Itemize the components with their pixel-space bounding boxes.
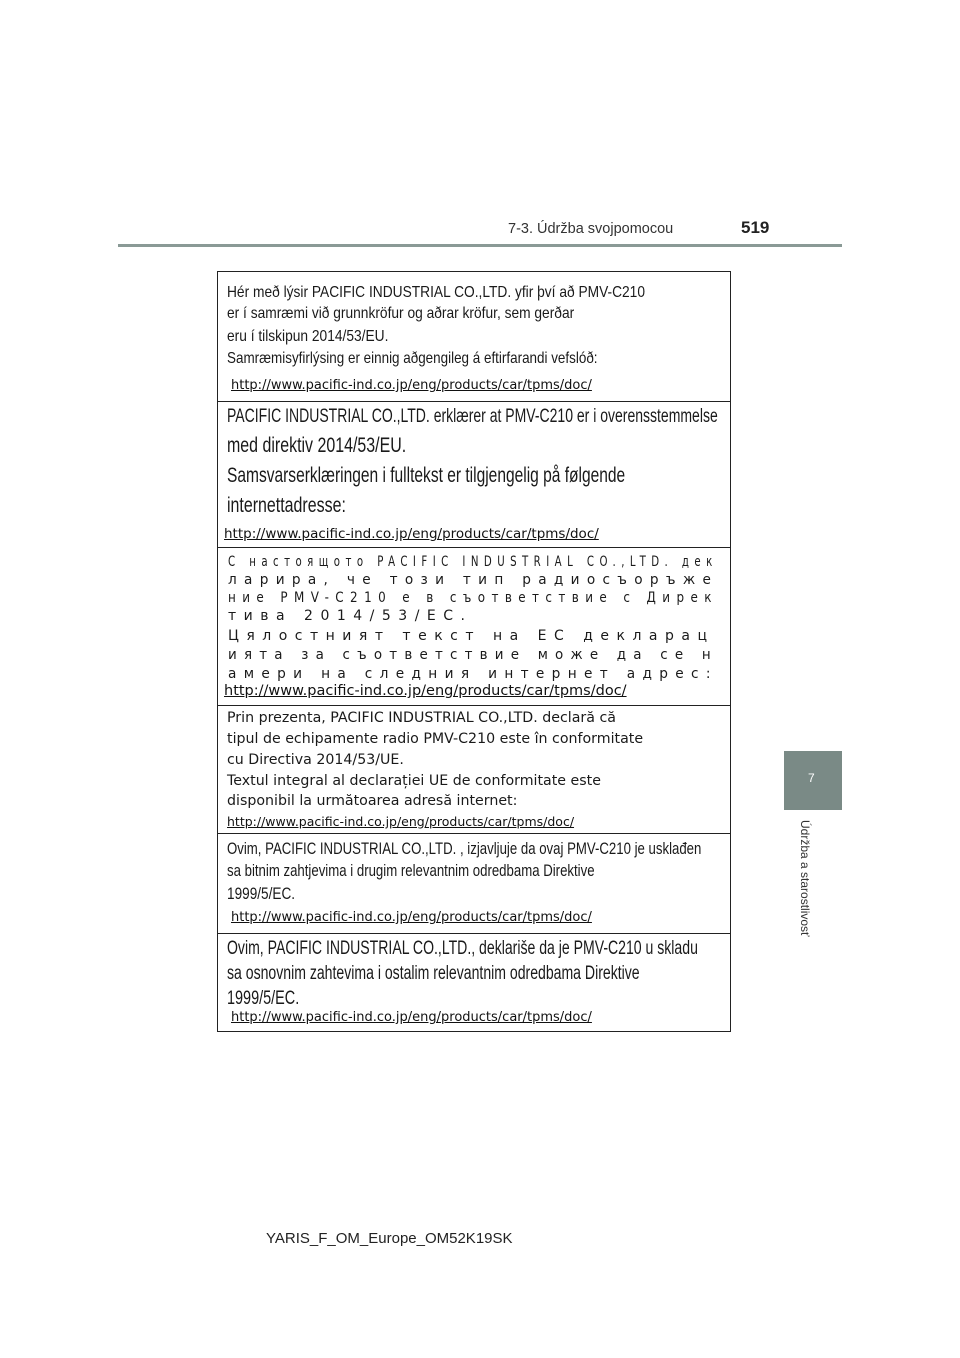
decl-line: ние PMV-C210 е в съответствие с Дирек (228, 590, 718, 606)
declaration-link[interactable]: http://www.pacific-ind.co.jp/eng/products/car/tpms/doc/ (231, 1010, 592, 1025)
decl-line: Ovim, PACIFIC INDUSTRIAL CO.,LTD. , izjavljuje da ovaj PMV-C210 je usklađen (227, 840, 702, 858)
declaration-link[interactable]: http://www.pacific-ind.co.jp/eng/products/car/tpms/doc/ (227, 814, 575, 829)
declarations-table (217, 271, 731, 1032)
decl-line: 1999/5/EC. (227, 884, 296, 903)
chapter-title-text: Údržba a starostlivosť (798, 820, 812, 937)
decl-line: Hér með lýsir PACIFIC INDUSTRIAL CO.,LTD. yfir því að PMV-C210 (227, 284, 645, 301)
decl-line: Textul integral al declarației UE de conformitate este (227, 773, 601, 789)
decl-line: Prin prezenta, PACIFIC INDUSTRIAL CO.,LTD. declară că (227, 710, 616, 726)
declaration-link[interactable]: http://www.pacific-ind.co.jp/eng/products/car/tpms/doc/ (224, 526, 599, 542)
decl-line: med direktiv 2014/53/EU. (227, 434, 407, 457)
chapter-number: 7 (808, 771, 815, 785)
declaration-romanian (218, 706, 730, 834)
page-number: 519 (741, 218, 770, 237)
declaration-link[interactable]: http://www.pacific-ind.co.jp/eng/products/car/tpms/doc/ (231, 378, 592, 393)
decl-line: амери на следния интернет адрес: (228, 666, 718, 682)
section-title: 7-3. Údržba svojpomocou (508, 221, 674, 237)
decl-line: ията за съответствие може да се н (228, 647, 718, 663)
declaration-icelandic (218, 272, 730, 402)
decl-line: ларира, че този тип радиосъоръже (228, 572, 719, 588)
declaration-link[interactable]: http://www.pacific-ind.co.jp/eng/products/car/tpms/doc/ (231, 910, 592, 925)
decl-line: er í samræmi við grunnkröfur og aðrar kröfur, sem gerðar (227, 305, 575, 322)
declaration-serbian (218, 934, 730, 1031)
decl-line: internettadresse: (227, 494, 346, 517)
declaration-link[interactable]: http://www.pacific-ind.co.jp/eng/products/car/tpms/doc/ (224, 683, 627, 699)
decl-line: disponibil la următoarea adresă internet: (227, 793, 518, 809)
decl-line: Цялостният текст на ЕС декларац (228, 628, 715, 644)
declaration-bulgarian (218, 548, 730, 706)
decl-line: tipul de echipamente radio PMV-C210 este în conformitate (227, 731, 644, 747)
decl-line: sa bitnim zahtjevima i drugim relevantnim odredbama Direktive (227, 862, 595, 880)
declaration-norwegian (218, 402, 730, 548)
decl-line: тива 2014/53/ЕС. (228, 608, 473, 624)
decl-line: С настоящото PACIFIC INDUSTRIAL CO.,LTD. дек (228, 554, 718, 570)
decl-line: Samsvarserklæringen i fulltekst er tilgjengelig på følgende (227, 464, 626, 487)
decl-line: PACIFIC INDUSTRIAL CO.,LTD. erklærer at PMV-C210 er i overensstemmelse (227, 406, 718, 427)
header-divider (118, 244, 842, 247)
decl-line: cu Directiva 2014/53/UE. (227, 752, 404, 768)
decl-line: Samræmisyfirlýsing er einnig aðgengileg á eftirfarandi vefslóð: (227, 350, 598, 367)
decl-line: eru í tilskipun 2014/53/EU. (227, 328, 389, 345)
decl-line: sa osnovnim zahtevima i ostalim relevantnim odredbama Direktive (227, 963, 640, 984)
decl-line: 1999/5/EC. (227, 988, 300, 1009)
decl-line: Ovim, PACIFIC INDUSTRIAL CO.,LTD., deklariše da je PMV-C210 u skladu (227, 938, 698, 959)
declaration-croatian (218, 834, 730, 934)
document-id: YARIS_F_OM_Europe_OM52K19SK (266, 1230, 513, 1247)
chapter-tab[interactable] (784, 751, 842, 810)
